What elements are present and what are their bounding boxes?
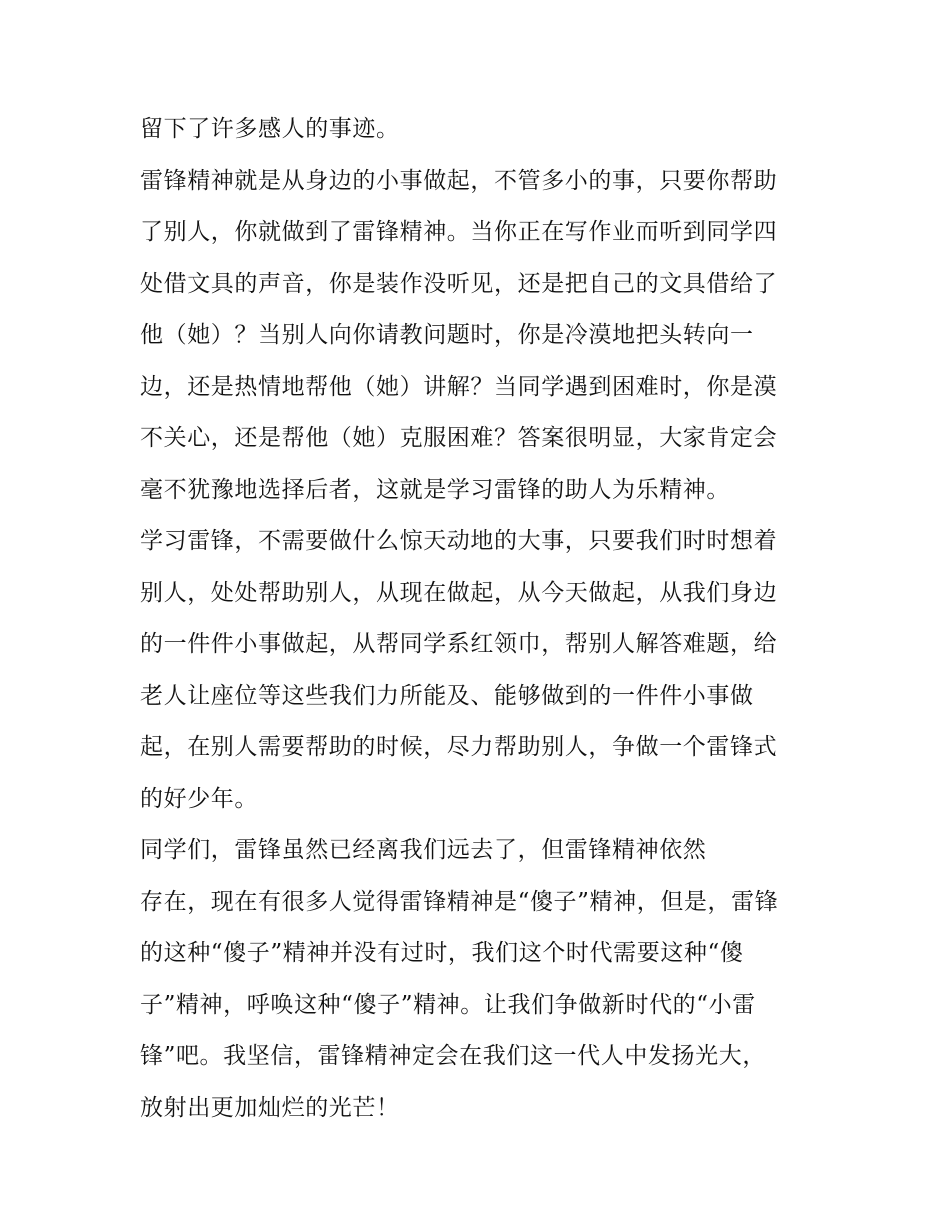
text-line: 的好少年。 bbox=[140, 785, 258, 812]
text-line: 老人让座位等这些我们力所能及、能够做到的一件件小事做 bbox=[140, 682, 754, 709]
text-line: 处借文具的声音，你是装作没听见，还是把自己的文具借给了 bbox=[140, 270, 778, 297]
text-line: 了别人，你就做到了雷锋精神。当你正在写作业而听到同学四 bbox=[140, 219, 778, 245]
text-line: 别人，处处帮助别人，从现在做起，从今天做起，从我们身边 bbox=[140, 579, 778, 606]
text-line: 不关心，还是帮他（她）克服困难？答案很明显，大家肯定会 bbox=[140, 425, 778, 451]
text-line: 放射出更加灿烂的光芒！ bbox=[140, 1094, 400, 1121]
text-line: 同学们，雷锋虽然已经离我们远去了，但雷锋精神依然 bbox=[140, 837, 707, 863]
text-line: 学习雷锋，不需要做什么惊天动地的大事，只要我们时时想着 bbox=[140, 528, 778, 554]
text-line: 的一件件小事做起，从帮同学系红领巾，帮别人解答难题，给 bbox=[140, 631, 778, 657]
document-body bbox=[140, 104, 820, 1134]
text-line: 锋”吧。我坚信，雷锋精神定会在我们这一代人中发扬光大， bbox=[140, 1043, 766, 1069]
text-line: 雷锋精神就是从身边的小事做起，不管多小的事，只要你帮助 bbox=[140, 167, 778, 194]
text-line: 起，在别人需要帮助的时候，尽力帮助别人，争做一个雷锋式 bbox=[140, 734, 778, 760]
text-line: 的这种“傻子”精神并没有过时，我们这个时代需要这种“傻 bbox=[140, 940, 744, 966]
text-line: 子”精神，呼唤这种“傻子”精神。让我们争做新时代的“小雷 bbox=[140, 991, 756, 1018]
text-line: 他（她）？当别人向你请教问题时，你是冷漠地把头转向一 bbox=[140, 322, 754, 348]
text-line: 存在，现在有很多人觉得雷锋精神是“傻子”精神，但是，雷锋 bbox=[140, 888, 779, 915]
text-line: 毫不犹豫地选择后者，这就是学习雷锋的助人为乐精神。 bbox=[140, 476, 730, 503]
text-line: 留下了许多感人的事迹。 bbox=[140, 116, 400, 142]
text-line: 边，还是热情地帮他（她）讲解？当同学遇到困难时，你是漠 bbox=[140, 373, 778, 400]
